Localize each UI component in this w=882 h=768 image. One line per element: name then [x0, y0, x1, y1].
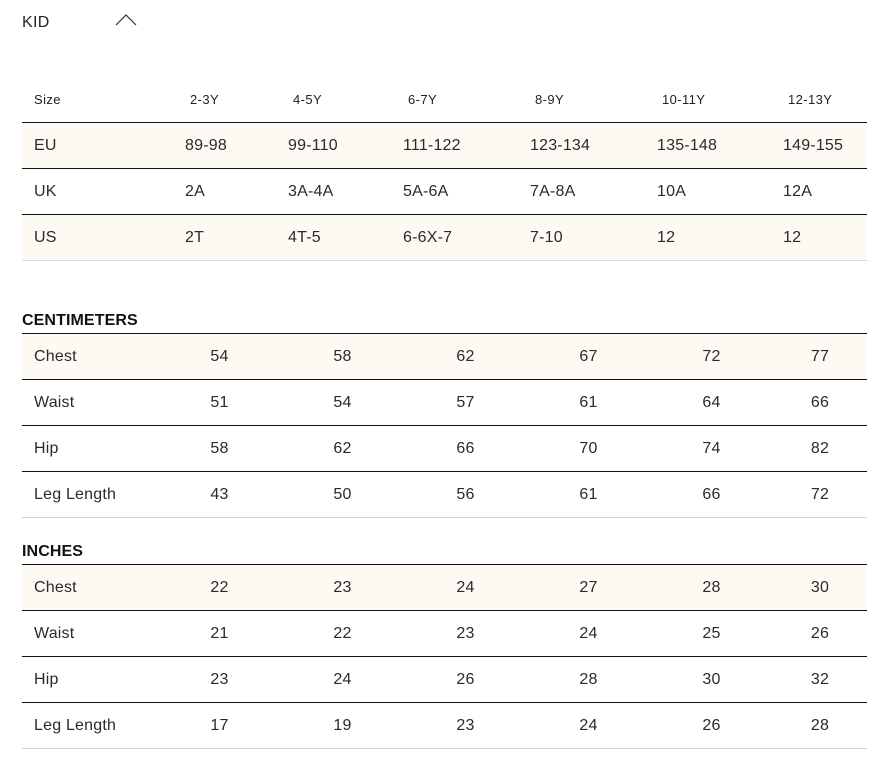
table-row-uk	[22, 169, 867, 215]
chevron-up-icon[interactable]	[114, 10, 138, 30]
table-cell: 24	[281, 657, 404, 703]
table-cell: 43	[158, 472, 281, 518]
table-cell: 56	[404, 472, 527, 518]
table-row-us	[22, 215, 867, 261]
table-cell: 77	[773, 334, 867, 380]
table-cell: 23	[158, 657, 281, 703]
table-cell: 6-6X-7	[403, 215, 530, 261]
table-cell: 23	[404, 703, 527, 749]
table-cell: 82	[773, 426, 867, 472]
size-column-header: 2-3Y	[185, 76, 288, 123]
table-row-hip	[22, 426, 867, 472]
table-cell: 123-134	[530, 123, 657, 169]
table-cell: 26	[773, 611, 867, 657]
size-column-header: 8-9Y	[530, 76, 657, 123]
row-label: Hip	[22, 426, 158, 472]
table-cell: 89-98	[185, 123, 288, 169]
table-row-waist	[22, 380, 867, 426]
table-cell: 72	[650, 334, 773, 380]
table-cell: 32	[773, 657, 867, 703]
kid-accordion-toggle[interactable]	[22, 8, 162, 38]
table-cell: 7A-8A	[530, 169, 657, 215]
table-cell: 74	[650, 426, 773, 472]
table-cell: 62	[404, 334, 527, 380]
table-cell: 135-148	[657, 123, 783, 169]
row-label: Hip	[22, 657, 158, 703]
table-cell: 61	[527, 380, 650, 426]
table-row-chest	[22, 334, 867, 380]
row-label: Waist	[22, 611, 158, 657]
table-cell: 64	[650, 380, 773, 426]
accordion-title: KID	[22, 14, 50, 31]
table-cell: 24	[404, 565, 527, 611]
table-cell: 12	[657, 215, 783, 261]
table-cell: 24	[527, 703, 650, 749]
table-cell: 22	[281, 611, 404, 657]
table-cell: 10A	[657, 169, 783, 215]
table-cell: 12	[783, 215, 867, 261]
table-row-waist	[22, 611, 867, 657]
table-cell: 62	[281, 426, 404, 472]
table-row-leg-length	[22, 472, 867, 518]
inches-table	[22, 564, 867, 749]
table-cell: 4T-5	[288, 215, 403, 261]
table-cell: 26	[650, 703, 773, 749]
size-header-label: Size	[22, 76, 185, 123]
table-cell: 149-155	[783, 123, 867, 169]
size-column-header: 12-13Y	[783, 76, 867, 123]
table-cell: 50	[281, 472, 404, 518]
row-label: UK	[22, 169, 185, 215]
row-label: Waist	[22, 380, 158, 426]
table-cell: 24	[527, 611, 650, 657]
table-cell: 30	[650, 657, 773, 703]
table-cell: 99-110	[288, 123, 403, 169]
table-cell: 2T	[185, 215, 288, 261]
row-label: Leg Length	[22, 472, 158, 518]
table-cell: 70	[527, 426, 650, 472]
centimeters-section-title: CENTIMETERS	[22, 312, 138, 329]
table-cell: 21	[158, 611, 281, 657]
table-cell: 12A	[783, 169, 867, 215]
table-cell: 72	[773, 472, 867, 518]
row-label: US	[22, 215, 185, 261]
table-cell: 22	[158, 565, 281, 611]
row-label: Chest	[22, 565, 158, 611]
table-row-hip	[22, 657, 867, 703]
table-row-chest	[22, 565, 867, 611]
table-cell: 19	[281, 703, 404, 749]
table-cell: 28	[650, 565, 773, 611]
table-cell: 23	[404, 611, 527, 657]
table-cell: 28	[773, 703, 867, 749]
row-label: EU	[22, 123, 185, 169]
row-label: Leg Length	[22, 703, 158, 749]
table-cell: 26	[404, 657, 527, 703]
table-cell: 7-10	[530, 215, 657, 261]
size-column-header: 6-7Y	[403, 76, 530, 123]
inches-section-title: INCHES	[22, 543, 84, 560]
table-cell: 54	[281, 380, 404, 426]
table-cell: 5A-6A	[403, 169, 530, 215]
size-column-header: 4-5Y	[288, 76, 403, 123]
table-cell: 67	[527, 334, 650, 380]
table-row-eu	[22, 123, 867, 169]
table-cell: 30	[773, 565, 867, 611]
table-cell: 27	[527, 565, 650, 611]
row-label: Chest	[22, 334, 158, 380]
table-cell: 66	[650, 472, 773, 518]
table-cell: 66	[404, 426, 527, 472]
size-column-header: 10-11Y	[657, 76, 783, 123]
table-cell: 28	[527, 657, 650, 703]
table-cell: 111-122	[403, 123, 530, 169]
table-cell: 58	[281, 334, 404, 380]
table-cell: 25	[650, 611, 773, 657]
table-cell: 57	[404, 380, 527, 426]
table-cell: 58	[158, 426, 281, 472]
table-row-leg-length	[22, 703, 867, 749]
size-conversion-table	[22, 76, 867, 261]
table-cell: 51	[158, 380, 281, 426]
table-cell: 2A	[185, 169, 288, 215]
table-cell: 54	[158, 334, 281, 380]
table-cell: 17	[158, 703, 281, 749]
size-header-row	[22, 76, 867, 123]
table-cell: 66	[773, 380, 867, 426]
table-cell: 23	[281, 565, 404, 611]
table-cell: 3A-4A	[288, 169, 403, 215]
centimeters-table	[22, 333, 867, 518]
table-cell: 61	[527, 472, 650, 518]
